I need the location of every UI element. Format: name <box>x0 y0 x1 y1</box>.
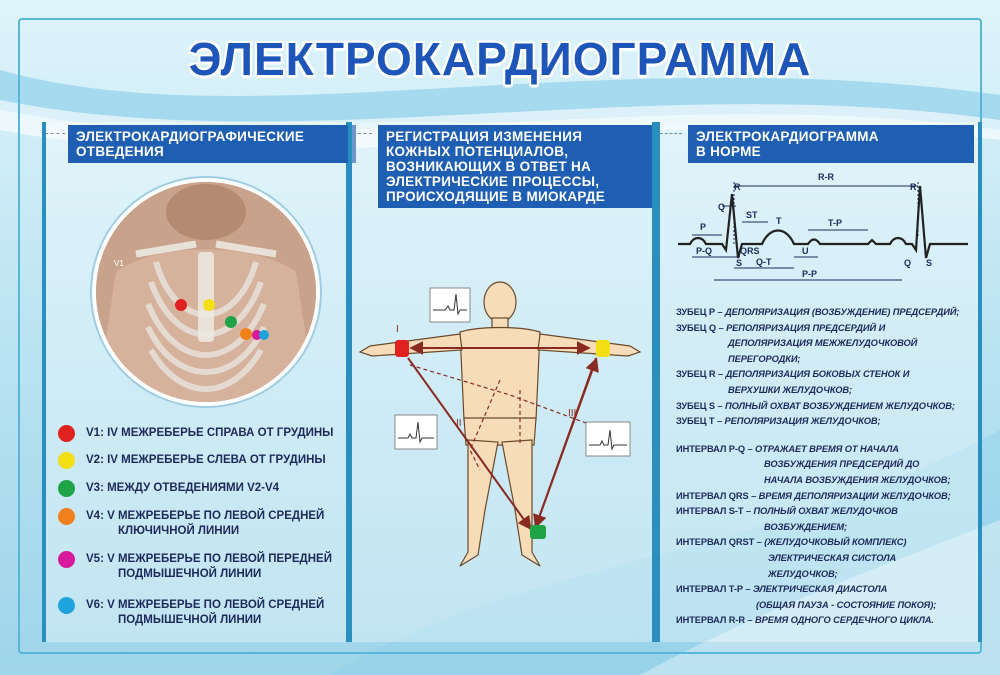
lead-color-dot <box>58 508 75 525</box>
definition-line <box>764 521 847 534</box>
chest-illustration <box>96 182 316 402</box>
definition-text: – ДЕПОЛЯРИЗАЦИЯ (ВОЗБУЖДЕНИЕ) ПРЕДСЕРДИЙ; <box>715 307 960 317</box>
lead-description-line2: ПОДМЫШЕЧНОЙ ЛИНИИ <box>118 568 262 580</box>
definition-line <box>676 505 898 518</box>
chest-v1-label: V1 <box>114 259 124 268</box>
lead-color-dot <box>58 425 75 442</box>
definition-text: ВОЗБУЖДЕНИЯ ПРЕДСЕРДИЙ ДО <box>764 459 920 470</box>
definition-line <box>676 490 951 503</box>
definition-line <box>676 583 887 596</box>
definition-text: ЖЕЛУДОЧКОВ; <box>768 568 838 579</box>
poster-title: ЭЛЕКТРОКАРДИОГРАММА <box>188 33 812 85</box>
ecg-label-q: Q <box>718 202 726 212</box>
definition-text: – РЕПОЛЯРИЗАЦИЯ ПРЕДСЕРДИЙ И <box>716 322 886 333</box>
ecg-label-u: U <box>802 246 809 256</box>
middle-dash-line <box>352 133 372 134</box>
definition-text: – (ЖЕЛУДОЧКОВЫЙ КОМПЛЕКС) <box>754 537 907 548</box>
definition-line <box>676 400 955 413</box>
definition-text: – ВРЕМЯ ДЕПОЛЯРИЗАЦИИ ЖЕЛУДОЧКОВ; <box>748 490 951 501</box>
lead-description-line2: ПОДМЫШЕЧНОЙ ЛИНИИ <box>118 614 262 626</box>
ecg-label-tp: T-P <box>828 218 843 228</box>
ecg-label-qt: Q-T <box>756 257 772 267</box>
left-panel-header <box>68 125 356 163</box>
right-header-line2: В НОРМЕ <box>696 144 761 159</box>
middle-header-line3: ВОЗНИКАЮЩИХ В ОТВЕТ НА <box>386 159 592 174</box>
definition-line <box>728 384 852 397</box>
right-panel-header <box>688 125 974 163</box>
lead-color-dot <box>58 551 75 568</box>
lead-color-dot <box>58 480 75 497</box>
middle-header-line2: КОЖНЫХ ПОТЕНЦИАЛОВ, <box>386 144 569 159</box>
definition-text: – ОТРАЖАЕТ ВРЕМЯ ОТ НАЧАЛА <box>745 443 899 454</box>
middle-header-line4: ЭЛЕКТРИЧЕСКИЕ ПРОЦЕССЫ, <box>386 174 600 189</box>
definition-text: ПЕРЕГОРОДКИ; <box>728 353 801 364</box>
electrode-right-arm <box>395 340 409 357</box>
middle-header-line1: РЕГИСТРАЦИЯ ИЗМЕНЕНИЯ <box>386 129 583 144</box>
lead-description-line1: V1: IV МЕЖРЕБЕРЬЕ СПРАВА ОТ ГРУДИНЫ <box>86 427 334 439</box>
lead-label-i: I <box>396 324 399 335</box>
definition-line <box>768 552 896 565</box>
definition-text: – ДЕПОЛЯРИЗАЦИЯ БОКОВЫХ СТЕНОК И <box>715 369 910 380</box>
definition-text: ВЕРХУШКИ ЖЕЛУДОЧКОВ; <box>728 385 853 395</box>
definition-term: ИНТЕРВАЛ S-T <box>676 506 744 517</box>
definition-term: ЗУБЕЦ S <box>676 400 716 411</box>
definition-term: ИНТЕРВАЛ QRS <box>676 490 749 501</box>
lead-description <box>86 552 366 582</box>
right-header-line1: ЭЛЕКТРОКАРДИОГРАММА <box>696 129 879 144</box>
definition-line <box>768 568 838 581</box>
lead-description <box>86 509 366 539</box>
lead-label-ii: II <box>456 418 462 429</box>
definition-text: (ОБЩАЯ ПАУЗА - СОСТОЯНИЕ ПОКОЯ); <box>756 599 937 610</box>
definition-term: ЗУБЕЦ T <box>676 416 715 427</box>
left-dash-line <box>45 133 65 134</box>
definition-text: – ЭЛЕКТРИЧЕСКАЯ ДИАСТОЛА <box>742 584 888 595</box>
lead-description-line1: V3: МЕЖДУ ОТВЕДЕНИЯМИ V2-V4 <box>86 482 280 494</box>
definition-term: ИНТЕРВАЛ P-Q <box>676 443 745 454</box>
ecg-label-rr: R-R <box>818 172 834 182</box>
middle-panel-header <box>378 125 652 208</box>
ecg-label-t: T <box>776 216 782 226</box>
lead-description <box>86 598 366 628</box>
definition-line <box>676 415 880 428</box>
left-header-line2: ОТВЕДЕНИЯ <box>76 144 164 159</box>
lead-description-line1: V5: V МЕЖРЕБЕРЬЕ ПО ЛЕВОЙ ПЕРЕДНЕЙ <box>86 553 332 565</box>
definition-line <box>728 337 917 350</box>
lead-label-iii: III <box>568 408 577 419</box>
chest-photo <box>92 178 320 406</box>
lead-description <box>86 426 366 441</box>
definition-text: – ВРЕМЯ ОДНОГО СЕРДЕЧНОГО ЦИКЛА. <box>745 615 934 626</box>
definition-term: ЗУБЕЦ P <box>676 307 716 317</box>
definition-line <box>756 599 936 612</box>
lead-description-line2: КЛЮЧИЧНОЙ ЛИНИИ <box>118 525 240 537</box>
definition-text: – ПОЛНЫЙ ОХВАТ ВОЗБУЖДЕНИЕМ ЖЕЛУДОЧКОВ; <box>715 400 955 411</box>
electrode-left-leg <box>530 525 546 539</box>
definition-text: НАЧАЛА ВОЗБУЖДЕНИЯ ЖЕЛУДОЧКОВ; <box>764 475 951 485</box>
ecg-label-pq: P-Q <box>696 246 713 256</box>
normal-ecg-diagram <box>678 166 968 288</box>
definition-text: – РЕПОЛЯРИЗАЦИЯ ЖЕЛУДОЧКОВ; <box>714 416 881 427</box>
definition-line <box>676 443 899 456</box>
left-header-line1: ЭЛЕКТРОКАРДИОГРАФИЧЕСКИЕ <box>76 129 305 144</box>
ecg-label-s1: S <box>736 258 743 268</box>
definition-term: ИНТЕРВАЛ QRST <box>676 537 755 548</box>
definition-line <box>728 353 800 366</box>
definition-term: ЗУБЕЦ R <box>676 369 716 380</box>
definition-term: ИНТЕРВАЛ R-R <box>676 615 745 626</box>
definition-line <box>764 474 950 487</box>
ecg-label-r2: R <box>910 182 917 192</box>
mini-ecg-box-top <box>430 288 470 322</box>
ecg-label-st: ST <box>746 210 758 220</box>
lead-description-line1: V6: V МЕЖРЕБЕРЬЕ ПО ЛЕВОЙ СРЕДНЕЙ <box>86 599 325 611</box>
ecg-label-q2: Q <box>904 258 912 268</box>
definition-line <box>676 368 909 381</box>
definition-line <box>676 614 934 627</box>
lead-color-dot <box>58 597 75 614</box>
einthoven-figure <box>350 270 650 580</box>
electrode-left-arm <box>596 340 610 357</box>
middle-header-line5: ПРОИСХОДЯЩИЕ В МИОКАРДЕ <box>386 189 606 204</box>
mini-ecg-box-right <box>586 422 630 456</box>
definition-line <box>676 306 959 319</box>
lead-description-line1: V4: V МЕЖРЕБЕРЬЕ ПО ЛЕВОЙ СРЕДНЕЙ <box>86 510 325 522</box>
ecg-label-pp: P-P <box>802 269 818 279</box>
definition-term: ЗУБЕЦ Q <box>676 322 717 333</box>
definition-text: ДЕПОЛЯРИЗАЦИЯ МЕЖЖЕЛУДОЧКОВОЙ <box>728 338 918 349</box>
ecg-label-p: P <box>700 222 707 232</box>
lead-description <box>86 453 366 468</box>
ecg-label-qrs: QRS <box>740 246 760 256</box>
mini-ecg-box-left <box>395 415 437 449</box>
ecg-label-s2: S <box>926 258 933 268</box>
ecg-label-r1: R <box>734 182 741 192</box>
definition-text: ВОЗБУЖДЕНИЕМ; <box>764 521 848 532</box>
definition-line <box>764 458 919 471</box>
right-dash-line <box>660 133 682 134</box>
definition-line <box>676 322 885 335</box>
ecg-trace <box>678 186 968 258</box>
lead-description <box>86 481 366 496</box>
definition-term: ИНТЕРВАЛ T-P <box>676 584 743 595</box>
lead-description-line1: V2: IV МЕЖРЕБЕРЬЕ СЛЕВА ОТ ГРУДИНЫ <box>86 454 326 466</box>
lead-color-dot <box>58 452 75 469</box>
ecg-interval-markers <box>692 182 918 280</box>
definition-line <box>676 536 906 549</box>
definition-text: ЭЛЕКТРИЧЕСКАЯ СИСТОЛА <box>768 553 897 563</box>
definition-text: – ПОЛНЫЙ ОХВАТ ЖЕЛУДОЧКОВ <box>743 506 898 517</box>
